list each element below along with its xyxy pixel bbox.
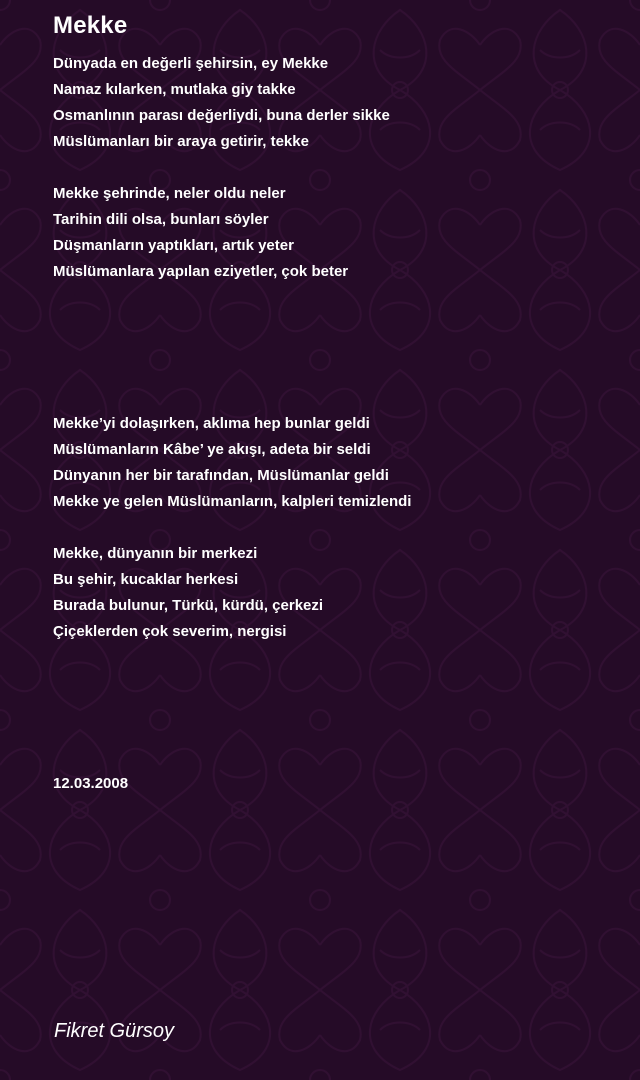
poem-line: Müslümanların Kâbe’ ye akışı, adeta bir seldi [53,441,371,458]
poem-line: Mekke’yi dolaşırken, aklıma hep bunlar geldi [53,415,370,432]
poem-line: Tarihin dili olsa, bunları söyler [53,211,269,228]
poem-line: Dünyada en değerli şehirsin, ey Mekke [53,55,329,72]
poem-line: Çiçeklerden çok severim, nergisi [53,623,287,640]
poem-line: Namaz kılarken, mutlaka giy takke [53,81,296,98]
stanza-3 [53,411,411,515]
poem-date: 12.03.2008 [53,775,129,792]
poem-line: Mekke, dünyanın bir merkezi [53,545,258,562]
poem-line: Burada bulunur, Türkü, kürdü, çerkezi [53,597,324,614]
stanza-2 [53,181,348,285]
poem-line: Müslümanları bir araya getirir, tekke [53,133,309,150]
poem-line: Osmanlının parası değerliydi, buna derler sikke [53,107,390,124]
poem-author: Fikret Gürsoy [54,1020,175,1042]
poem-line: Mekke ye gelen Müslümanların, kalpleri temizlendi [53,493,412,510]
poem-line: Düşmanların yaptıkları, artık yeter [53,237,294,254]
poem-title: Mekke [53,12,128,39]
stanza-1 [53,51,390,155]
poem-line: Mekke şehrinde, neler oldu neler [53,185,286,202]
poem-line: Dünyanın her bir tarafından, Müslümanlar geldi [53,467,389,484]
poem-line: Bu şehir, kucaklar herkesi [53,571,239,588]
poem-line: Müslümanlara yapılan eziyetler, çok beter [53,263,349,280]
stanza-4 [53,541,323,645]
